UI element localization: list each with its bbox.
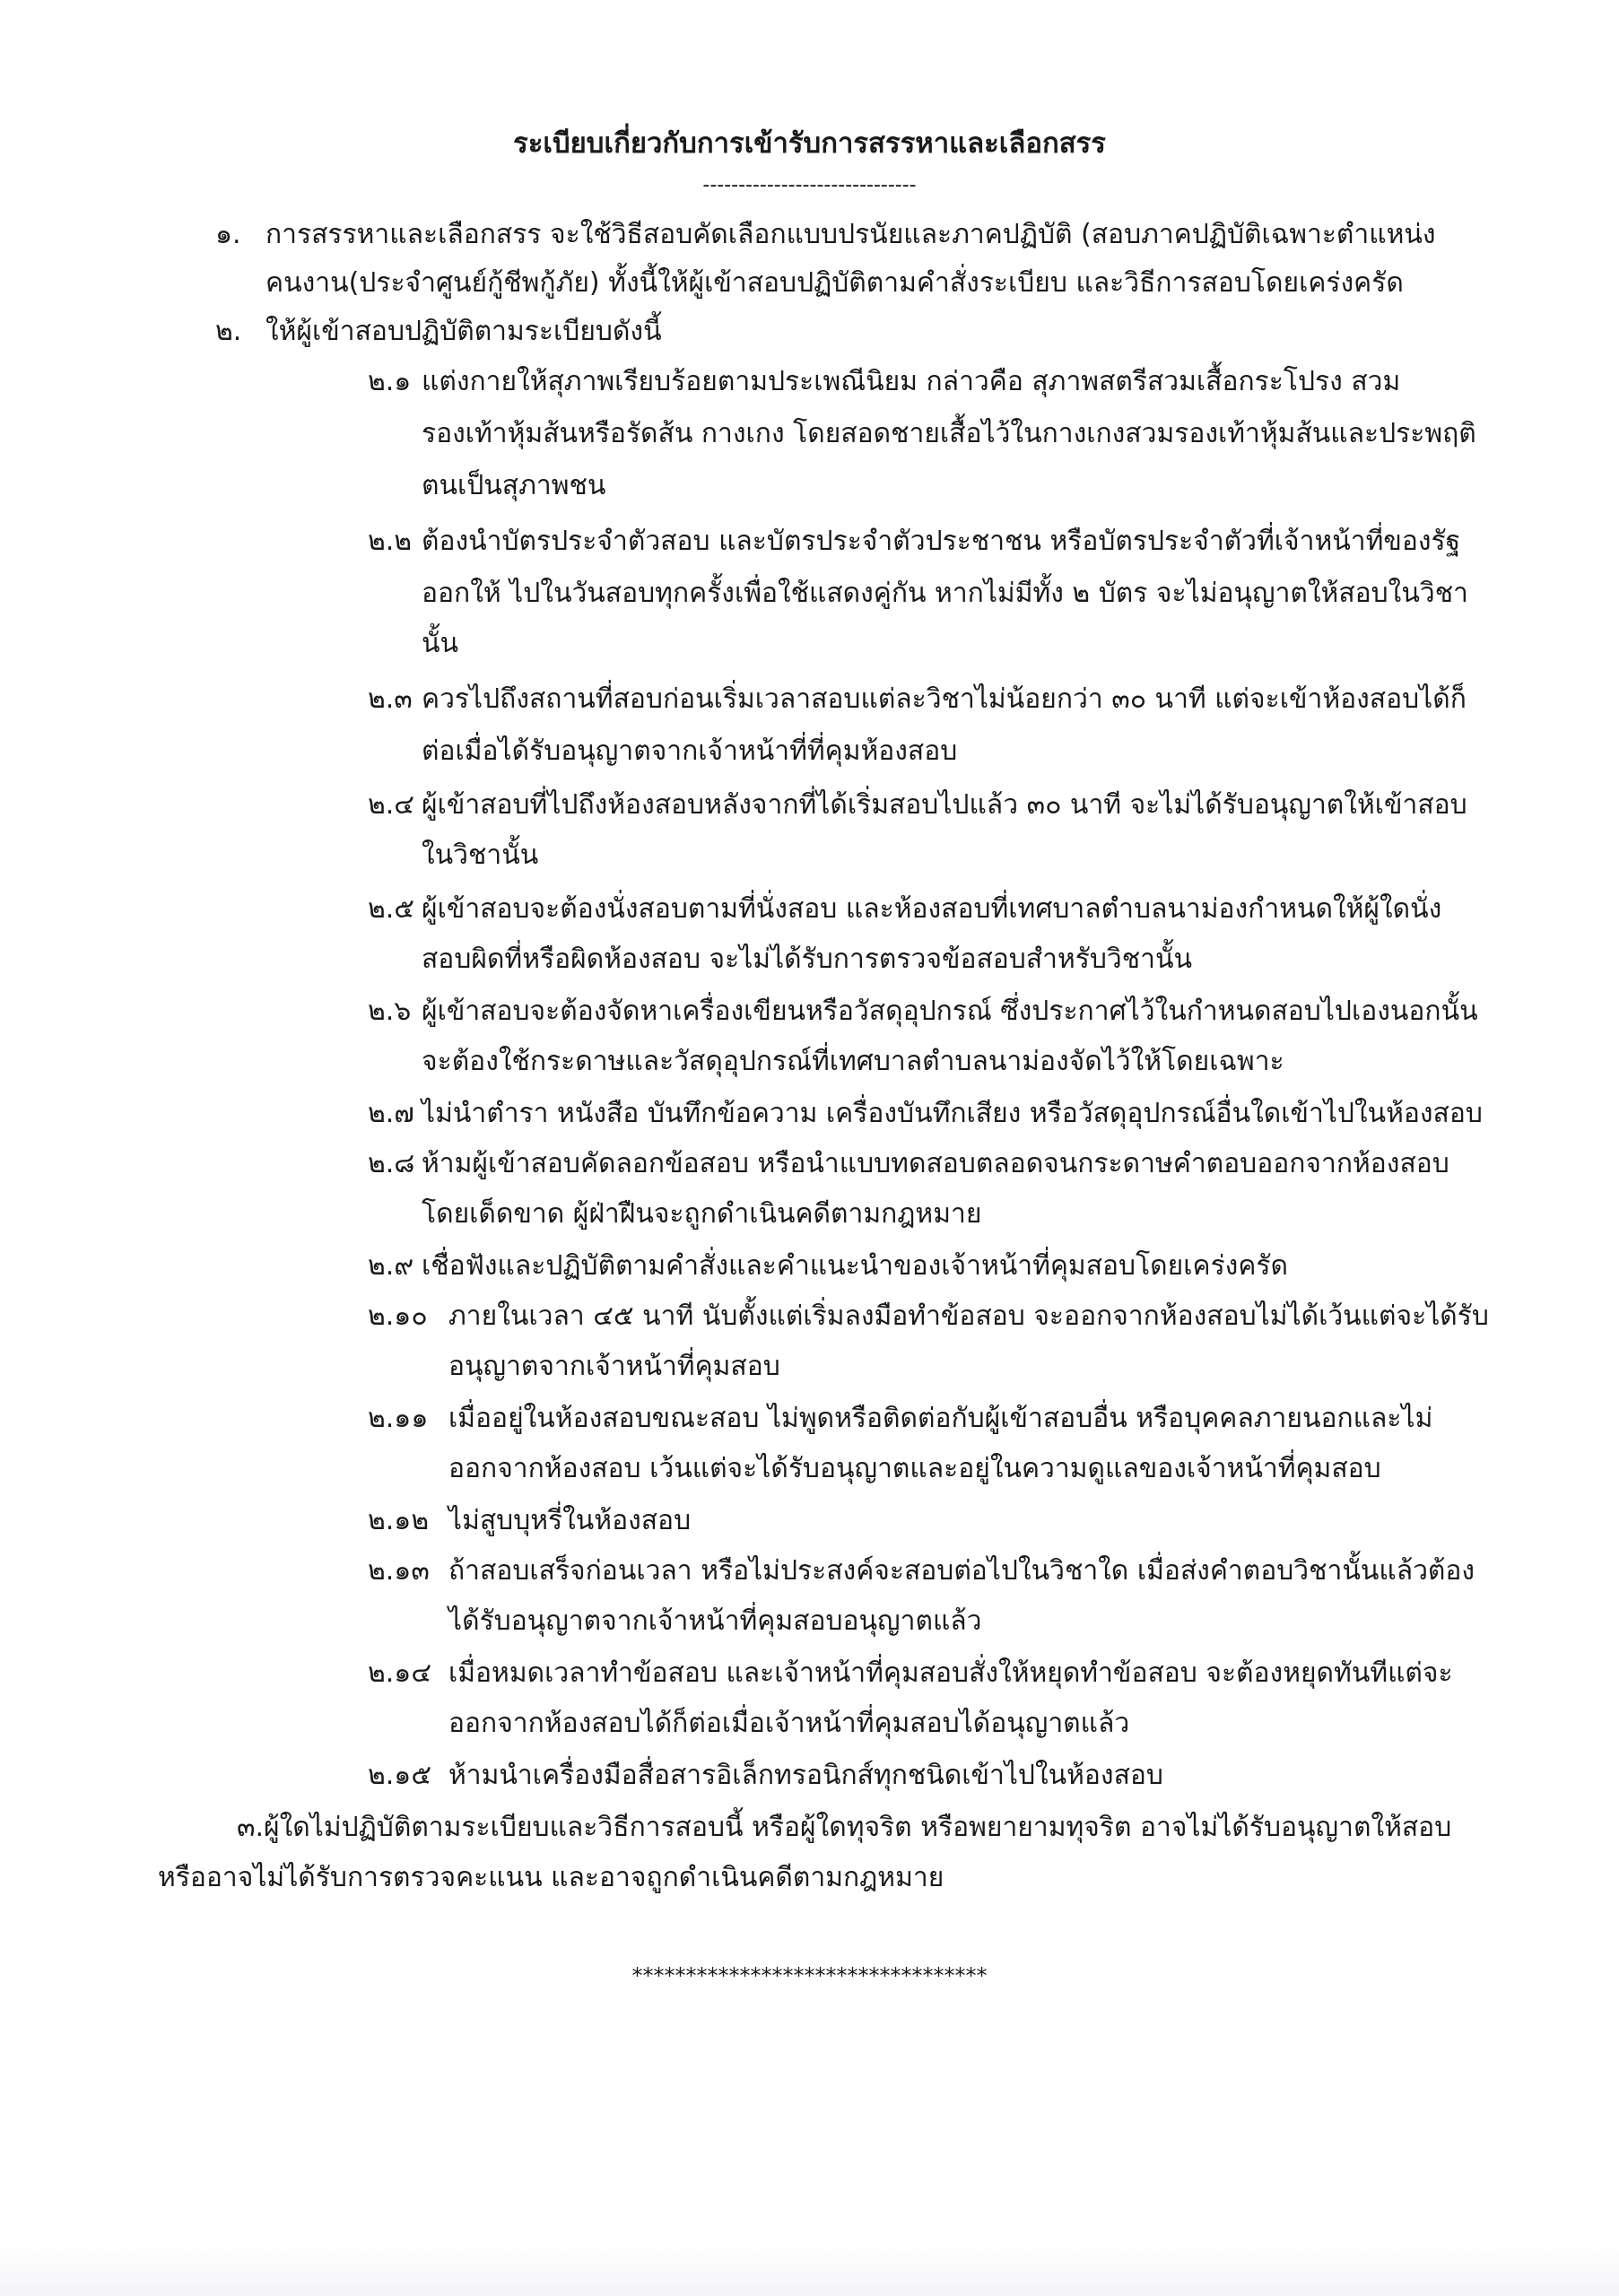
item-2-5-line-1: ผู้เข้าสอบจะต้องนั่งสอบตามที่นั่งสอบ และห้องสอบที่เทศบาลตำบลนาม่องกำหนดให้ผู้ใดนั่ง	[422, 893, 1442, 925]
title-separator: ------------------------------	[702, 174, 917, 196]
item-2-2-line-2: ออกให้ ไปในวันสอบทุกครั้งเพื่อใช้แสดงคู่กัน หากไม่มีทั้ง ๒ บัตร จะไม่อนุญาตให้สอบในวิชา	[422, 578, 1468, 609]
scan-shading	[0, 2242, 1619, 2296]
item-2-12-number: ๒.๑๒	[368, 1505, 430, 1536]
item-2-1-line-3: ตนเป็นสุภาพชน	[422, 470, 606, 501]
section-3-line-2: หรืออาจไม่ได้รับการตรวจคะแนน และอาจถูกดำเนินคดีตามกฎหมาย	[158, 1862, 944, 1893]
closing-separator: *********************************	[631, 1963, 988, 1988]
item-2-8-number: ๒.๘	[368, 1148, 415, 1179]
section-2-number: ๒.	[215, 316, 242, 347]
section-1-line-2: คนงาน(ประจำศูนย์กู้ชีพกู้ภัย) ทั้งนี้ให้ผู้เข้าสอบปฏิบัติตามคำสั่งระเบียบ และวิธีการสอบโดยเคร่งครัด	[265, 267, 1404, 299]
item-2-11-line-2: ออกจากห้องสอบ เว้นแต่จะได้รับอนุญาตและอยู่ในความดูแลของเจ้าหน้าที่คุมสอบ	[448, 1453, 1381, 1484]
section-1-line-1: การสรรหาและเลือกสรร จะใช้วิธีสอบคัดเลือกแบบปรนัยและภาคปฏิบัติ (สอบภาคปฏิบัติเฉพาะตำแหน่ง	[265, 219, 1436, 250]
item-2-5-number: ๒.๕	[368, 893, 415, 925]
item-2-15-number: ๒.๑๕	[368, 1760, 432, 1791]
item-2-2-line-1: ต้องนำบัตรประจำตัวสอบ และบัตรประจำตัวประชาชน หรือบัตรประจำตัวที่เจ้าหน้าที่ของรัฐ	[422, 526, 1461, 557]
item-2-3-line-2: ต่อเมื่อได้รับอนุญาตจากเจ้าหน้าที่ที่คุมห้องสอบ	[422, 735, 958, 767]
item-2-9-number: ๒.๙	[368, 1250, 414, 1282]
item-2-12-line-1: ไม่สูบบุหรี่ในห้องสอบ	[448, 1505, 692, 1536]
item-2-2-number: ๒.๒	[368, 526, 413, 557]
item-2-15-line-1: ห้ามนำเครื่องมือสื่อสารอิเล็กทรอนิกส์ทุกชนิดเข้าไปในห้องสอบ	[448, 1760, 1163, 1791]
item-2-2-line-3: นั้น	[422, 628, 459, 659]
item-2-6-line-2: จะต้องใช้กระดาษและวัสดุอุปกรณ์ที่เทศบาลตำบลนาม่องจัดไว้ให้โดยเฉพาะ	[422, 1046, 1284, 1077]
item-2-1-number: ๒.๑	[368, 366, 412, 397]
item-2-7-number: ๒.๗	[368, 1098, 414, 1129]
item-2-4-number: ๒.๔	[368, 789, 415, 821]
item-2-7-line-1: ไม่นำตำรา หนังสือ บันทึกข้อความ เครื่องบันทึกเสียง หรือวัสดุอุปกรณ์อื่นใดเข้าไปในห้องสอบ	[422, 1098, 1483, 1129]
item-2-11-line-1: เมื่ออยู่ในห้องสอบขณะสอบ ไม่พูดหรือติดต่อกับผู้เข้าสอบอื่น หรือบุคคลภายนอกและไม่	[448, 1403, 1433, 1434]
item-2-14-line-1: เมื่อหมดเวลาทำข้อสอบ และเจ้าหน้าที่คุมสอบสั่งให้หยุดทำข้อสอบ จะต้องหยุดทันทีแต่จะ	[448, 1657, 1453, 1689]
item-2-3-line-1: ควรไปถึงสถานที่สอบก่อนเริ่มเวลาสอบแต่ละวิชาไม่น้อยกว่า ๓๐ นาที แต่จะเข้าห้องสอบได้ก็	[422, 683, 1467, 715]
item-2-4-line-2: ในวิชานั้น	[422, 839, 539, 871]
item-2-6-line-1: ผู้เข้าสอบจะต้องจัดหาเครื่องเขียนหรือวัสดุอุปกรณ์ ซึ่งประกาศไว้ในกำหนดสอบไปเองนอกนั้น	[422, 996, 1478, 1027]
item-2-8-line-2: โดยเด็ดขาด ผู้ฝ่าฝืนจะถูกดำเนินคดีตามกฎหมาย	[422, 1198, 982, 1230]
item-2-8-line-1: ห้ามผู้เข้าสอบคัดลอกข้อสอบ หรือนำแบบทดสอบตลอดจนกระดาษคำตอบออกจากห้องสอบ	[422, 1148, 1449, 1179]
item-2-5-line-2: สอบผิดที่หรือผิดห้องสอบ จะไม่ได้รับการตรวจข้อสอบสำหรับวิชานั้น	[422, 944, 1192, 975]
item-2-11-number: ๒.๑๑	[368, 1403, 429, 1434]
item-2-4-line-1: ผู้เข้าสอบที่ไปถึงห้องสอบหลังจากที่ได้เริ่มสอบไปแล้ว ๓๐ นาที จะไม่ได้รับอนุญาตให้เข้าสอบ	[422, 789, 1467, 821]
item-2-6-number: ๒.๖	[368, 996, 412, 1027]
item-2-14-line-2: ออกจากห้องสอบได้ก็ต่อเมื่อเจ้าหน้าที่คุมสอบได้อนุญาตแล้ว	[448, 1708, 1130, 1739]
item-2-13-line-2: ได้รับอนุญาตจากเจ้าหน้าที่คุมสอบอนุญาตแล้ว	[448, 1605, 982, 1637]
item-2-13-number: ๒.๑๓	[368, 1555, 430, 1587]
item-2-10-line-1: ภายในเวลา ๔๕ นาที นับตั้งแต่เริ่มลงมือทำข้อสอบ จะออกจากห้องสอบไม่ได้เว้นแต่จะได้รับ	[448, 1300, 1489, 1332]
item-2-13-line-1: ถ้าสอบเสร็จก่อนเวลา หรือไม่ประสงค์จะสอบต่อไปในวิชาใด เมื่อส่งคำตอบวิชานั้นแล้วต้อง	[448, 1555, 1475, 1587]
item-2-14-number: ๒.๑๔	[368, 1657, 432, 1689]
section-3-line-1: ๓.ผู้ใดไม่ปฏิบัติตามระเบียบและวิธีการสอบนี้ หรือผู้ใดทุจริต หรือพยายามทุจริต อาจไม่ได้รับอนุญาตให้สอบ	[237, 1812, 1452, 1843]
page-title: ระเบียบเกี่ยวกับการเข้ารับการสรรหาและเลือกสรร	[513, 127, 1106, 160]
section-2-heading: ให้ผู้เข้าสอบปฏิบัติตามระเบียบดังนี้	[265, 316, 662, 347]
section-1-number: ๑.	[215, 219, 241, 250]
item-2-1-line-2: รองเท้าหุ้มส้นหรือรัดส้น กางเกง โดยสอดชายเสื้อไว้ในกางเกงสวมรองเท้าหุ้มส้นและประพฤติ	[422, 418, 1476, 449]
item-2-10-line-2: อนุญาตจากเจ้าหน้าที่คุมสอบ	[448, 1351, 780, 1382]
item-2-1-line-1: แต่งกายให้สุภาพเรียบร้อยตามประเพณีนิยม กล่าวคือ สุภาพสตรีสวมเสื้อกระโปรง สวม	[422, 366, 1401, 397]
item-2-10-number: ๒.๑๐	[368, 1300, 428, 1332]
item-2-9-line-1: เชื่อฟังและปฏิบัติตามคำสั่งและคำแนะนำของเจ้าหน้าที่คุมสอบโดยเคร่งครัด	[422, 1250, 1288, 1282]
item-2-3-number: ๒.๓	[368, 683, 413, 715]
